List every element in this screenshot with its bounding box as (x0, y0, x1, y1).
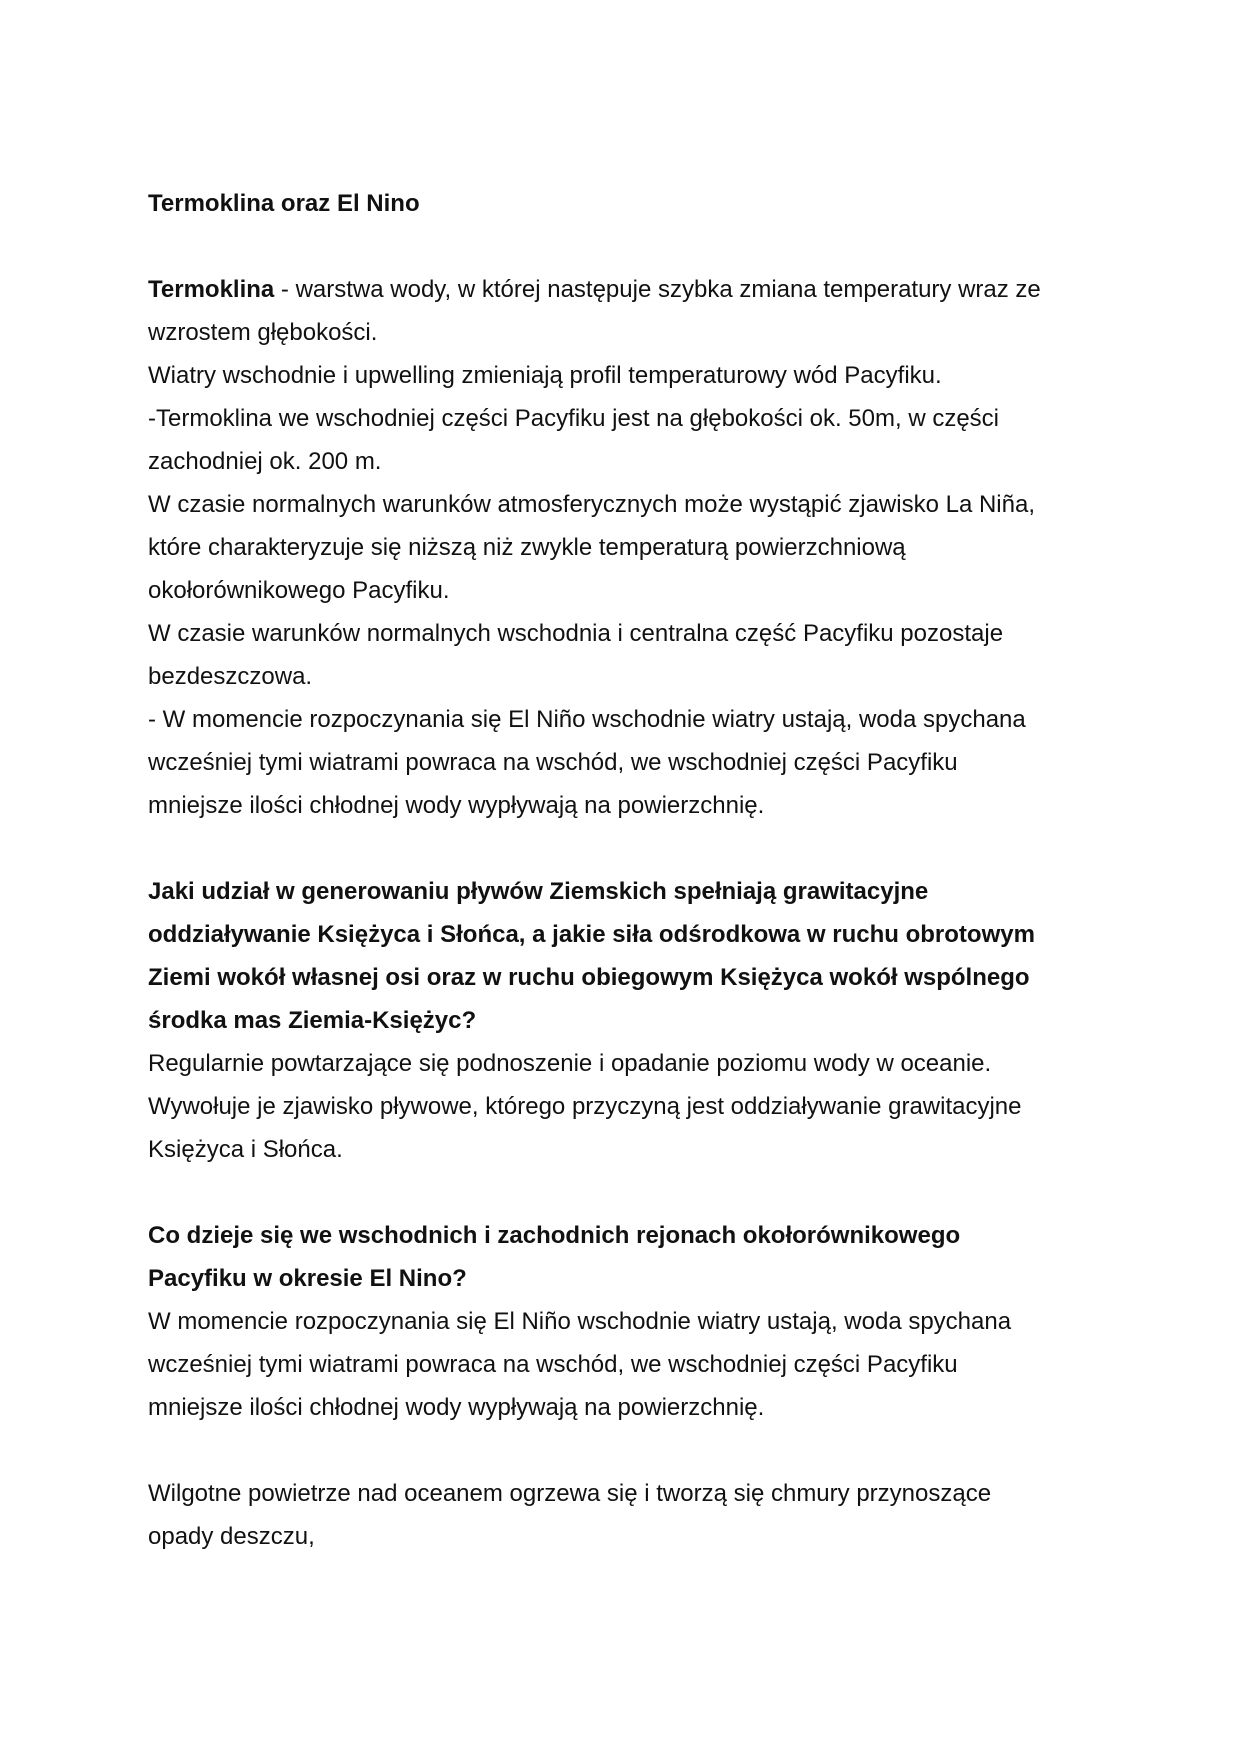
paragraph-line: bezdeszczowa. (148, 663, 313, 690)
section-humid-air (148, 1472, 1108, 1558)
question-line: Jaki udział w generowaniu pływów Ziemskich spełniają grawitacyjne (148, 878, 929, 905)
paragraph-line: -Termoklina we wschodniej części Pacyfiku jest na głębokości ok. 50m, w części (148, 405, 1000, 432)
paragraph-line: okołorównikowego Pacyfiku. (148, 577, 450, 604)
paragraph-line: mniejsze ilości chłodnej wody wypływają na powierzchnię. (148, 792, 765, 819)
document-title: Termoklina oraz El Nino (148, 190, 420, 217)
spacer (148, 827, 1108, 870)
definition-term: Termoklina (148, 276, 275, 303)
paragraph-line: Wiatry wschodnie i upwelling zmieniają profil temperaturowy wód Pacyfiku. (148, 362, 942, 389)
paragraph-line: - W momencie rozpoczynania się El Niño wschodnie wiatry ustają, woda spychana (148, 706, 1026, 733)
spacer (148, 1171, 1108, 1214)
section-termoklina (148, 268, 1108, 827)
paragraph-line: wcześniej tymi wiatrami powraca na wschód, we wschodniej części Pacyfiku (148, 749, 958, 776)
question-line: Ziemi wokół własnej osi oraz w ruchu obiegowym Księżyca wokół wspólnego (148, 964, 1030, 991)
spacer (148, 225, 1108, 268)
question-line: oddziaływanie Księżyca i Słońca, a jakie siła odśrodkowa w ruchu obrotowym (148, 921, 1035, 948)
paragraph-line: wzrostem głębokości. (148, 319, 378, 346)
section-tides (148, 870, 1108, 1171)
question-line: Co dzieje się we wschodnich i zachodnich rejonach okołorównikowego (148, 1222, 961, 1249)
question-line: środka mas Ziemia-Księżyc? (148, 1007, 477, 1034)
paragraph-line: W czasie normalnych warunków atmosferycznych może wystąpić zjawisko La Niña, (148, 491, 1035, 518)
answer-line: Regularnie powtarzające się podnoszenie i opadanie poziomu wody w oceanie. (148, 1050, 992, 1077)
answer-line: wcześniej tymi wiatrami powraca na wschód, we wschodniej części Pacyfiku (148, 1351, 958, 1378)
section-el-nino (148, 1214, 1108, 1429)
answer-line: W momencie rozpoczynania się El Niño wschodnie wiatry ustają, woda spychana (148, 1308, 1012, 1335)
spacer (148, 1429, 1108, 1472)
answer-line: mniejsze ilości chłodnej wody wypływają na powierzchnię. (148, 1394, 765, 1421)
definition-line (148, 268, 1108, 311)
question-line: Pacyfiku w okresie El Nino? (148, 1265, 467, 1292)
definition-text: - warstwa wody, w której następuje szybka zmiana temperatury wraz ze (274, 276, 1041, 303)
answer-line: Wywołuje je zjawisko pływowe, którego przyczyną jest oddziaływanie grawitacyjne (148, 1093, 1022, 1120)
paragraph-line: opady deszczu, (148, 1523, 315, 1550)
paragraph-line: zachodniej ok. 200 m. (148, 448, 382, 475)
paragraph-line: Wilgotne powietrze nad oceanem ogrzewa się i tworzą się chmury przynoszące (148, 1480, 992, 1507)
paragraph-line: W czasie warunków normalnych wschodnia i centralna część Pacyfiku pozostaje (148, 620, 1004, 647)
answer-line: Księżyca i Słońca. (148, 1136, 343, 1163)
document-page (148, 182, 1108, 1558)
paragraph-line: które charakteryzuje się niższą niż zwykle temperaturą powierzchniową (148, 534, 906, 561)
